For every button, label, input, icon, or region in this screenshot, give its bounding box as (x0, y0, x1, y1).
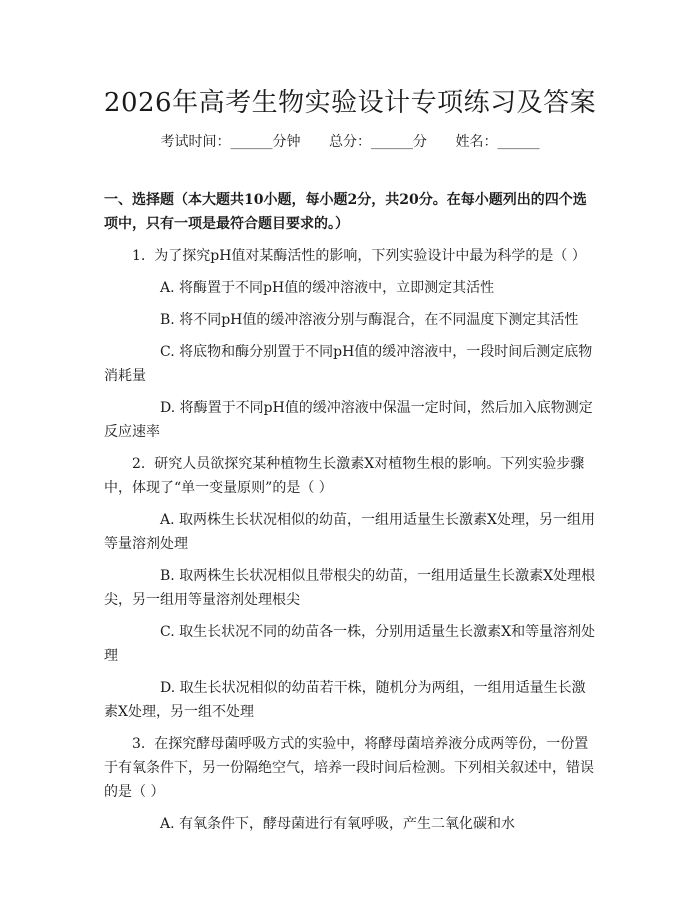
section-heading: 一、选择题（本大题共10小题，每小题2分，共20分。在每小题列出的四个选项中，只有一项是最符合题目要求的。） (104, 192, 587, 232)
question-1-stem: 1. 为了探究pH值对某酶活性的影响，下列实验设计中最为科学的是（ ） (132, 248, 586, 264)
question-1-option-a: A. 将酶置于不同pH值的缓冲溶液中，立即测定其活性 (160, 280, 495, 296)
question-3-option-a: A. 有氧条件下，酵母菌进行有氧呼吸，产生二氧化碳和水 (160, 816, 516, 832)
exam-time: 考试时间：______分钟 (160, 134, 301, 150)
question-3-stem: 3. 在探究酵母菌呼吸方式的实验中，将酵母菌培养液分成两等份，一份置于有氧条件下，另一份隔绝空气，培养一段时间后检测。下列相关叙述中，错误的是（ ） (104, 736, 594, 800)
exam-content (104, 188, 598, 844)
page-title: 2026年高考生物实验设计专项练习及答案 (103, 88, 597, 118)
question-1-option-b: B. 将不同pH值的缓冲溶液分别与酶混合，在不同温度下测定其活性 (160, 312, 579, 328)
question-2-option-d: D. 取生长状况相似的幼苗若干株，随机分为两组，一组用适量生长激素X处理，另一组不处理 (104, 680, 586, 720)
question-2-option-b: B. 取两株生长状况相似且带根尖的幼苗，一组用适量生长激素X处理根尖，另一组用等量溶剂处理根尖 (104, 568, 596, 608)
question-2-option-c: C. 取生长状况不同的幼苗各一株，分别用适量生长激素X和等量溶剂处理 (104, 624, 596, 664)
exam-meta (0, 131, 700, 151)
question-2-stem: 2. 研究人员欲探究某种植物生长激素X对植物生根的影响。下列实验步骤中，体现了“单一变量原则”的是（ ） (104, 456, 585, 496)
question-1-option-c: C. 将底物和酶分别置于不同pH值的缓冲溶液中，一段时间后测定底物消耗量 (104, 344, 593, 384)
total-score: 总分：______分 (329, 134, 427, 150)
question-1-option-d: D. 将酶置于不同pH值的缓冲溶液中保温一定时间，然后加入底物测定反应速率 (104, 400, 593, 440)
question-2-option-a: A. 取两株生长状况相似的幼苗，一组用适量生长激素X处理，另一组用等量溶剂处理 (104, 512, 595, 552)
student-name: 姓名：______ (455, 134, 540, 150)
